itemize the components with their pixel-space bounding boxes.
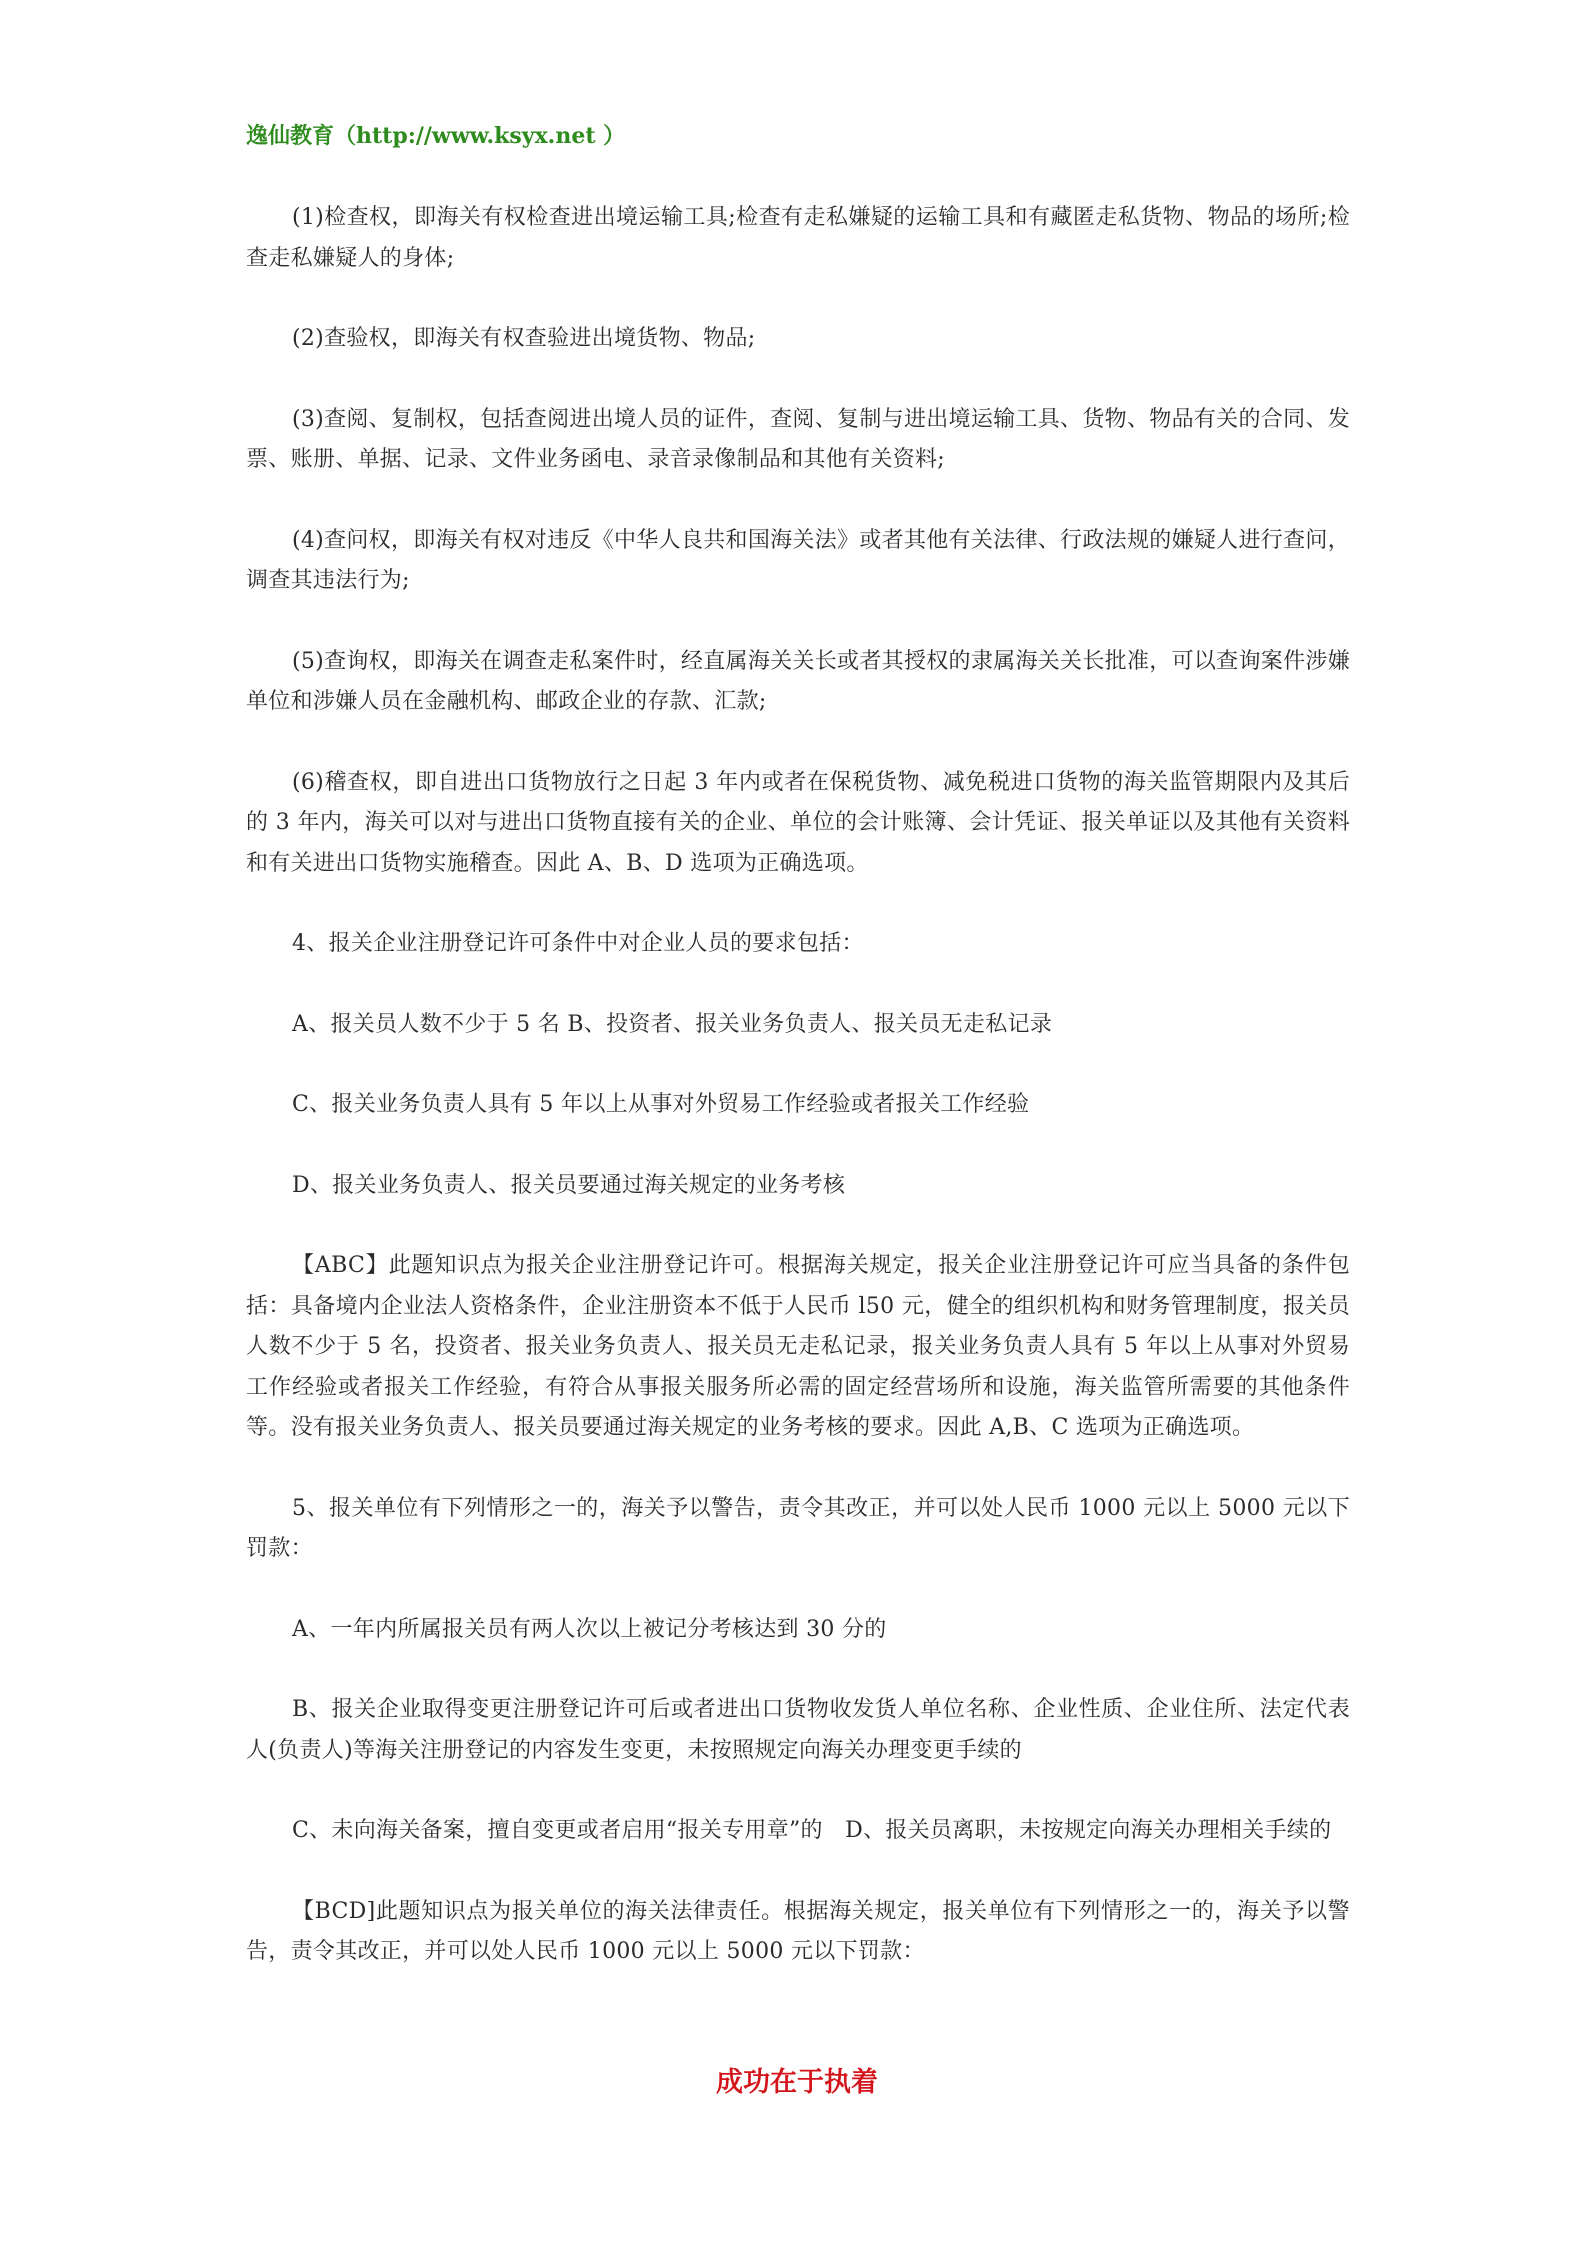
paragraph: (2)查验权，即海关有权查验进出境货物、物品; [292, 326, 756, 351]
paragraph: (3)查阅、复制权，包括查阅进出境人员的证件，查阅、复制与进出境运输工具、货物、物品有关的合同、发票、账册、单据、记录、文件业务函电、录音录像制品和其他有关资料; [246, 406, 1350, 472]
paragraph: (4)查问权，即海关有权对违反《中华人良共和国海关法》或者其他有关法律、行政法规的嫌疑人进行查问，调查其违法行为; [246, 527, 1350, 593]
answer-explanation: 【ABC】此题知识点为报关企业注册登记许可。根据海关规定，报关企业注册登记许可应当具备的条件包括：具备境内企业法人资格条件，企业注册资本不低于人民币 l50 元，健全的组织机构和财务管理制度，报关员人数不少于 5 名，投资者、报关业务负责人、报关员无走私记录，报关业务负责人具有 5 年以上从事对外贸易工作经验或者报关工作经验，有符合从事报关服务所必需的固定经营场所和设施，海关监管所需要的其他条件等。没有报关业务负责人、报关员要通过海关规定的业务考核的要求。因此 A,B、C 选项为正确选项。 [246, 1253, 1350, 1440]
question-4: 4、报关企业注册登记许可条件中对企业人员的要求包括： [292, 931, 864, 956]
option-c-d: C、未向海关备案，擅自变更或者启用“报关专用章”的 D、报关员离职，未按规定向海关办理相关手续的 [292, 1818, 1332, 1843]
option-c: C、报关业务负责人具有 5 年以上从事对外贸易工作经验或者报关工作经验 [292, 1092, 1030, 1117]
paragraph: (5)查询权，即海关在调查走私案件时，经直属海关关长或者其授权的隶属海关关长批准，可以查询案件涉嫌单位和涉嫌人员在金融机构、邮政企业的存款、汇款; [246, 648, 1350, 714]
option-d: D、报关业务负责人、报关员要通过海关规定的业务考核 [292, 1172, 846, 1198]
paragraph: (6)稽查权，即自进出口货物放行之日起 3 年内或者在保税货物、减免税进口货物的海关监管期限内及其后的 3 年内，海关可以对与进出口货物直接有关的企业、单位的会计账簿、会计凭证、报关单证以及其他有关资料和有关进出口货物实施稽查。因此 A、B、D 选项为正确选项。 [246, 769, 1350, 876]
page-footer-slogan: 成功在于执着 [716, 2067, 878, 2098]
page-header: 逸仙教育（http://www.ksyx.net ） [246, 123, 626, 149]
document-body [246, 198, 1350, 2013]
option-b: B、报关企业取得变更注册登记许可后或者进出口货物收发货人单位名称、企业性质、企业住所、法定代表人(负责人)等海关注册登记的内容发生变更，未按照规定向海关办理变更手续的 [246, 1697, 1350, 1763]
question-5: 5、报关单位有下列情形之一的，海关予以警告，责令其改正，并可以处人民币 1000 元以上 5000 元以下罚款： [246, 1495, 1350, 1561]
option-a: A、报关员人数不少于 5 名 B、投资者、报关业务负责人、报关员无走私记录 [292, 1011, 1053, 1037]
answer-explanation: 【BCD]此题知识点为报关单位的海关法律责任。根据海关规定，报关单位有下列情形之一的，海关予以警告，责令其改正，并可以处人民币 1000 元以上 5000 元以下罚款： [246, 1898, 1350, 1964]
option-a: A、一年内所属报关员有两人次以上被记分考核达到 30 分的 [292, 1616, 887, 1642]
paragraph: (1)检查权，即海关有权检查进出境运输工具;检查有走私嫌疑的运输工具和有藏匿走私货物、物品的场所;检查走私嫌疑人的身体; [246, 205, 1350, 271]
